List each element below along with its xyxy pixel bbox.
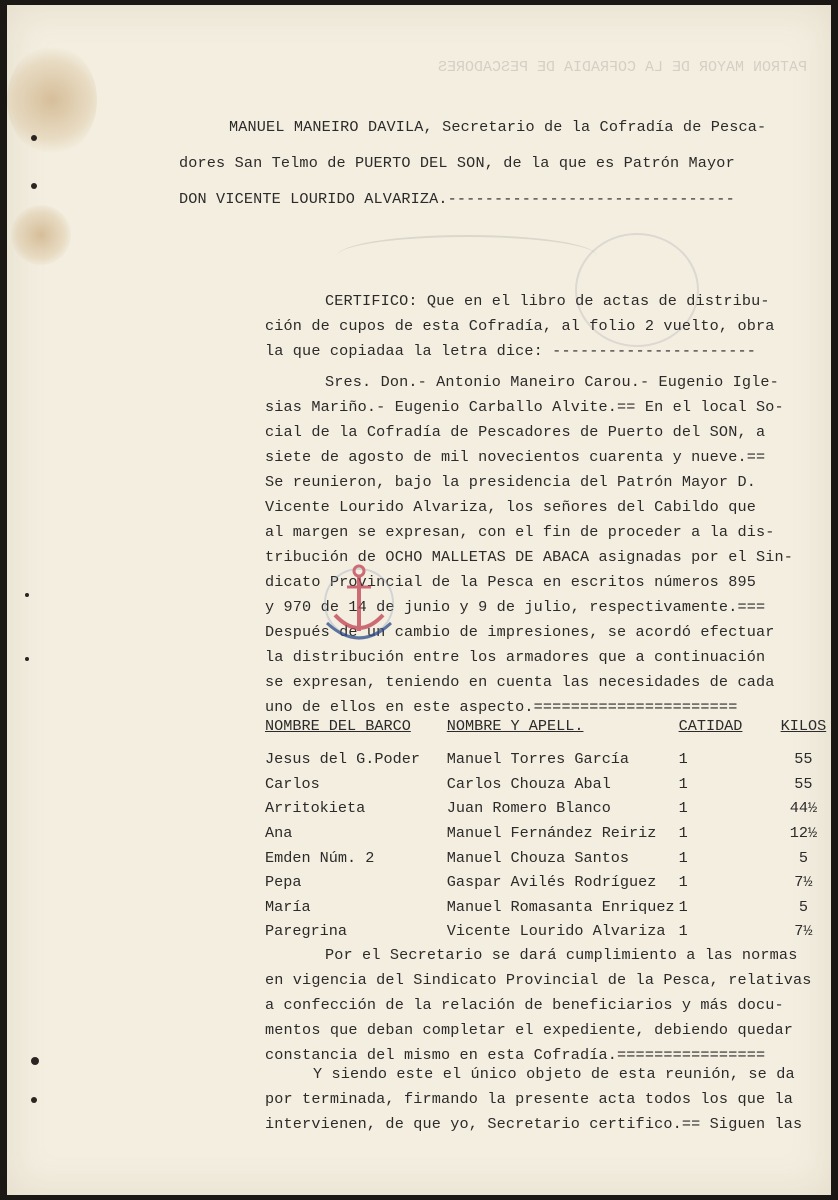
body-line: se expresan, teniendo en cuenta las necesidades de cada <box>265 673 775 691</box>
distribution-table <box>265 717 831 944</box>
col-header-kilos: KILOS <box>780 717 827 735</box>
body-line: al margen se expresan, con el fin de proceder a la dis- <box>265 523 775 541</box>
cell-kilos: 12½ <box>789 824 818 843</box>
certifico-line: ción de cupos de esta Cofradía, al folio 2 vuelto, obra <box>265 317 775 335</box>
cell-nombre: Manuel Fernández Reiriz <box>446 824 657 843</box>
closing-line: Y siendo este el único objeto de esta reunión, se da <box>313 1065 795 1083</box>
header-line: dores San Telmo de PUERTO DEL SON, de la que es Patrón Mayor <box>179 154 735 172</box>
cell-nombre: Manuel Chouza Santos <box>446 848 630 867</box>
cell-nombre: Manuel Romasanta Enriquez <box>446 897 675 916</box>
punch-hole <box>25 593 29 597</box>
body-line: Después de un cambio de impresiones, se acordó efectuar <box>265 623 775 641</box>
cell-nombre: Juan Romero Blanco <box>446 799 611 818</box>
cell-barco: Ana <box>265 824 293 843</box>
faint-signature <box>337 235 597 277</box>
table-row <box>265 895 831 920</box>
cell-kilos: 55 <box>794 750 813 769</box>
cell-cantidad: 1 <box>678 824 688 843</box>
body-line: dicato Provincial de la Pesca en escritos números 895 <box>265 573 756 591</box>
anchor-emblem <box>319 557 419 657</box>
closing-line: en vigencia del Sindicato Provincial de la Pesca, relativas <box>265 971 812 989</box>
cell-kilos: 5 <box>798 848 808 867</box>
table-row <box>265 772 831 797</box>
punch-hole <box>31 135 37 141</box>
cell-barco: Jesus del G.Poder <box>265 750 420 769</box>
cell-kilos: 7½ <box>794 922 813 941</box>
cell-cantidad: 1 <box>678 873 688 892</box>
cell-kilos: 5 <box>798 897 808 916</box>
table-row <box>265 821 831 846</box>
cell-kilos: 44½ <box>789 799 818 818</box>
body-line: Vicente Lourido Alvariza, los señores del Cabildo que <box>265 498 756 516</box>
col-header-barco: NOMBRE DEL BARCO <box>265 717 411 735</box>
table-row <box>265 870 831 895</box>
document-page <box>7 5 831 1195</box>
cell-barco: Emden Núm. 2 <box>265 848 375 867</box>
closing-line: Por el Secretario se dará cumplimiento a las normas <box>325 946 798 964</box>
header-line: MANUEL MANEIRO DAVILA, Secretario de la Cofradía de Pesca- <box>229 118 767 136</box>
cell-nombre: Carlos Chouza Abal <box>446 774 611 793</box>
body-line: Sres. Don.- Antonio Maneiro Carou.- Eugenio Igle- <box>325 373 779 391</box>
cell-barco: Pepa <box>265 873 302 892</box>
body-line: y 970 de 14 de junio y 9 de julio, respectivamente.=== <box>265 598 766 616</box>
cell-kilos: 7½ <box>794 873 813 892</box>
water-stain <box>7 45 97 155</box>
body-line: tribución de OCHO MALLETAS DE ABACA asignadas por el Sin- <box>265 548 794 566</box>
cell-nombre: Gaspar Avilés Rodríguez <box>446 873 657 892</box>
table-row <box>265 845 831 870</box>
water-stain <box>11 205 71 265</box>
cell-cantidad: 1 <box>678 774 688 793</box>
body-line: la distribución entre los armadores que a continuación <box>265 648 766 666</box>
col-header-nombre: NOMBRE Y APELL. <box>446 717 584 735</box>
closing-line: por terminada, firmando la presente acta todos los que la <box>265 1090 794 1108</box>
punch-hole <box>31 1057 39 1065</box>
body-line: uno de ellos en este aspecto.====================== <box>265 698 738 716</box>
punch-hole <box>31 183 37 189</box>
cell-cantidad: 1 <box>678 897 688 916</box>
cell-cantidad: 1 <box>678 750 688 769</box>
table-row <box>265 919 831 944</box>
table-row <box>265 796 831 821</box>
table-row <box>265 747 831 772</box>
body-line: sias Mariño.- Eugenio Carballo Alvite.== En el local So- <box>265 398 784 416</box>
punch-hole <box>25 657 29 661</box>
body-line: Se reunieron, bajo la presidencia del Patrón Mayor D. <box>265 473 756 491</box>
punch-hole <box>31 1097 37 1103</box>
body-line: siete de agosto de mil novecientos cuarenta y nueve.== <box>265 448 766 466</box>
cell-cantidad: 1 <box>678 922 688 941</box>
cell-barco: María <box>265 897 311 916</box>
col-header-cantidad: CATIDAD <box>678 717 743 735</box>
cell-nombre: Vicente Lourido Alvariza <box>446 922 666 941</box>
closing-line: mentos que deban completar el expediente, debiendo quedar <box>265 1021 794 1039</box>
body-line: cial de la Cofradía de Pescadores de Puerto del SON, a <box>265 423 766 441</box>
closing-line: constancia del mismo en esta Cofradía.================ <box>265 1046 766 1064</box>
cell-nombre: Manuel Torres García <box>446 750 630 769</box>
cell-cantidad: 1 <box>678 799 688 818</box>
table-header-row <box>265 717 831 747</box>
bleed-through-text: PATRON MAYOR DE LA COFRADIA DE PESCADORES <box>437 59 807 76</box>
header-line: DON VICENTE LOURIDO ALVARIZA.------------------------------- <box>179 190 735 208</box>
cell-barco: Carlos <box>265 774 320 793</box>
cell-kilos: 55 <box>794 774 813 793</box>
certifico-line: CERTIFICO: Que en el libro de actas de distribu- <box>325 292 770 310</box>
cell-cantidad: 1 <box>678 848 688 867</box>
closing-line: intervienen, de que yo, Secretario certifico.== Siguen las <box>265 1115 803 1133</box>
cell-barco: Paregrina <box>265 922 348 941</box>
certifico-line: la que copiadaa la letra dice: ---------------------- <box>265 342 756 360</box>
cell-barco: Arritokieta <box>265 799 366 818</box>
closing-line: a confección de la relación de beneficiarios y más docu- <box>265 996 784 1014</box>
